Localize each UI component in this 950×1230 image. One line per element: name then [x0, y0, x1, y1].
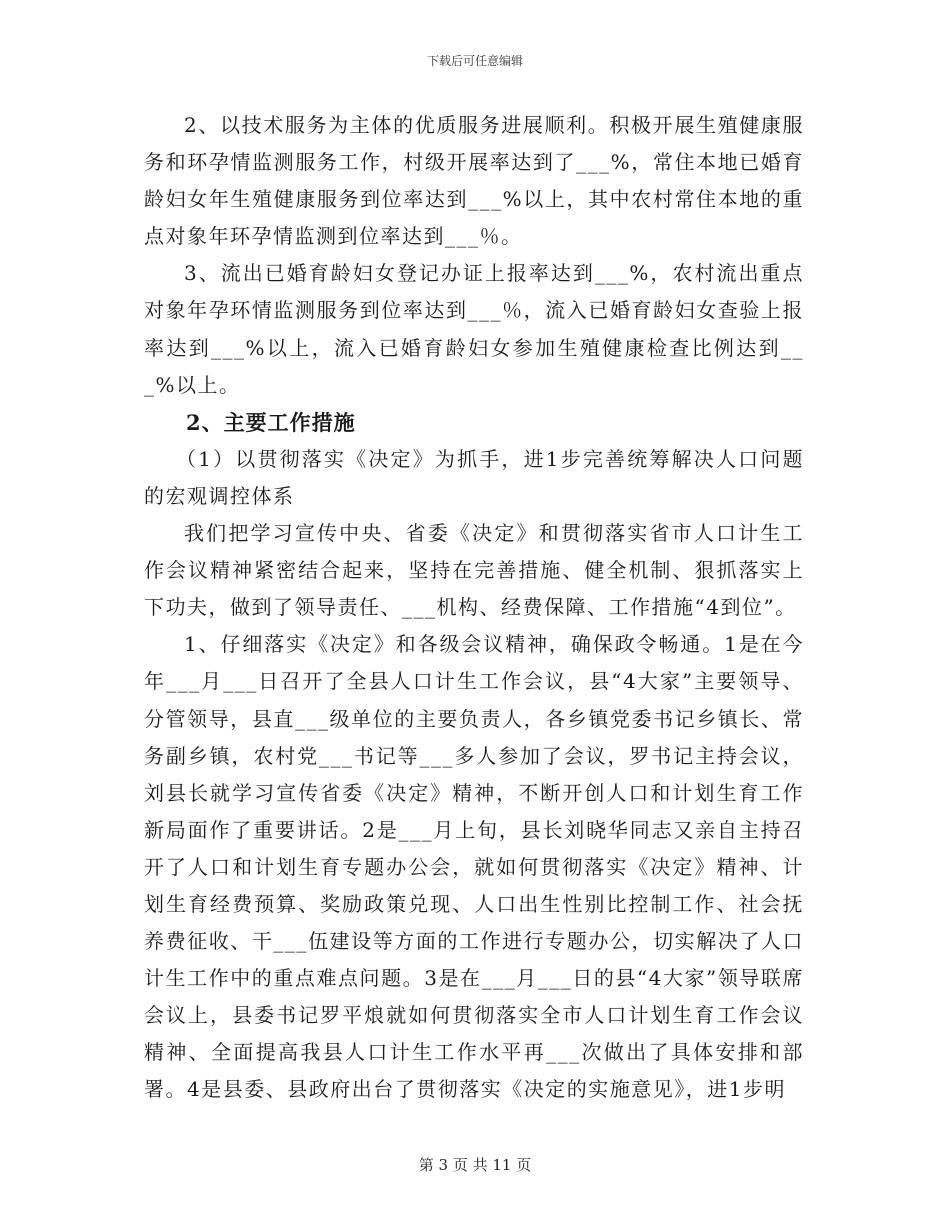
- document-body: [144, 107, 804, 1109]
- paragraph-service-quality: 2、以技术服务为主体的优质服务进展顺利。积极开展生殖健康服务和环孕情监测服务工作，村级开展率达到了___%，常住本地已婚育龄妇女年生殖健康服务到位率达到___%以上，其中农村常住本地的重点对象年环孕情监测到位率达到___％。: [144, 113, 804, 249]
- paragraph-meetings: 1、仔细落实《决定》和各级会议精神，确保政令畅通。1是在今年___月___日召开了全县人口计生工作会议，县“4大家”主要领导、分管领导，县直___级单位的主要负责人，各乡镇党委书记乡镇长、常务副乡镇，农村党___书记等___多人参加了会议，罗书记主持会议，刘县长就学习宣传省委《决定》精神，不断开创人口和计划生育工作新局面作了重要讲话。2是___月上旬，县长刘晓华同志又亲自主持召开了人口和计划生育专题办公会，就如何贯彻落实《决定》精神、计划生育经费预算、奖励政策兑现、人口出生性别比控制工作、社会抚养费征收、干___伍建设等方面的工作进行专题办公，切实解决了人口计生工作中的重点难点问题。3是在___月___日的县“4大家”领导联席会议上，县委书记罗平烺就如何贯彻落实全市人口计划生育工作会议精神、全面提高我县人口计生工作水平再___次做出了具体安排和部署。4是县委、县政府出台了贯彻落实《决定的实施意见》，进1步明: [144, 632, 804, 1102]
- paragraph-study-implementation: 我们把学习宣传中央、省委《决定》和贯彻落实省市人口计生工作会议精神紧密结合起来，坚持在完善措施、健全机制、狠抓落实上下功夫，做到了领导责任、___机构、经费保障、工作措施“4到位”。: [144, 521, 804, 620]
- page-header: 下载后可任意编辑: [426, 54, 523, 68]
- page-footer: 第 3 页 共 11 页: [418, 1156, 532, 1174]
- subsection-heading: （1）以贯彻落实《决定》为抓手，进1步完善统筹解决人口问题的宏观调控体系: [144, 446, 804, 508]
- section-heading: 2、主要工作措施: [186, 409, 356, 435]
- paragraph-floating-population: 3、流出已婚育龄妇女登记办证上报率达到___%，农村流出重点对象年孕环情监测服务到位率达到___％，流入已婚育龄妇女查验上报率达到___%以上，流入已婚育龄妇女参加生殖健康检查比例达到___%以上。: [144, 261, 804, 397]
